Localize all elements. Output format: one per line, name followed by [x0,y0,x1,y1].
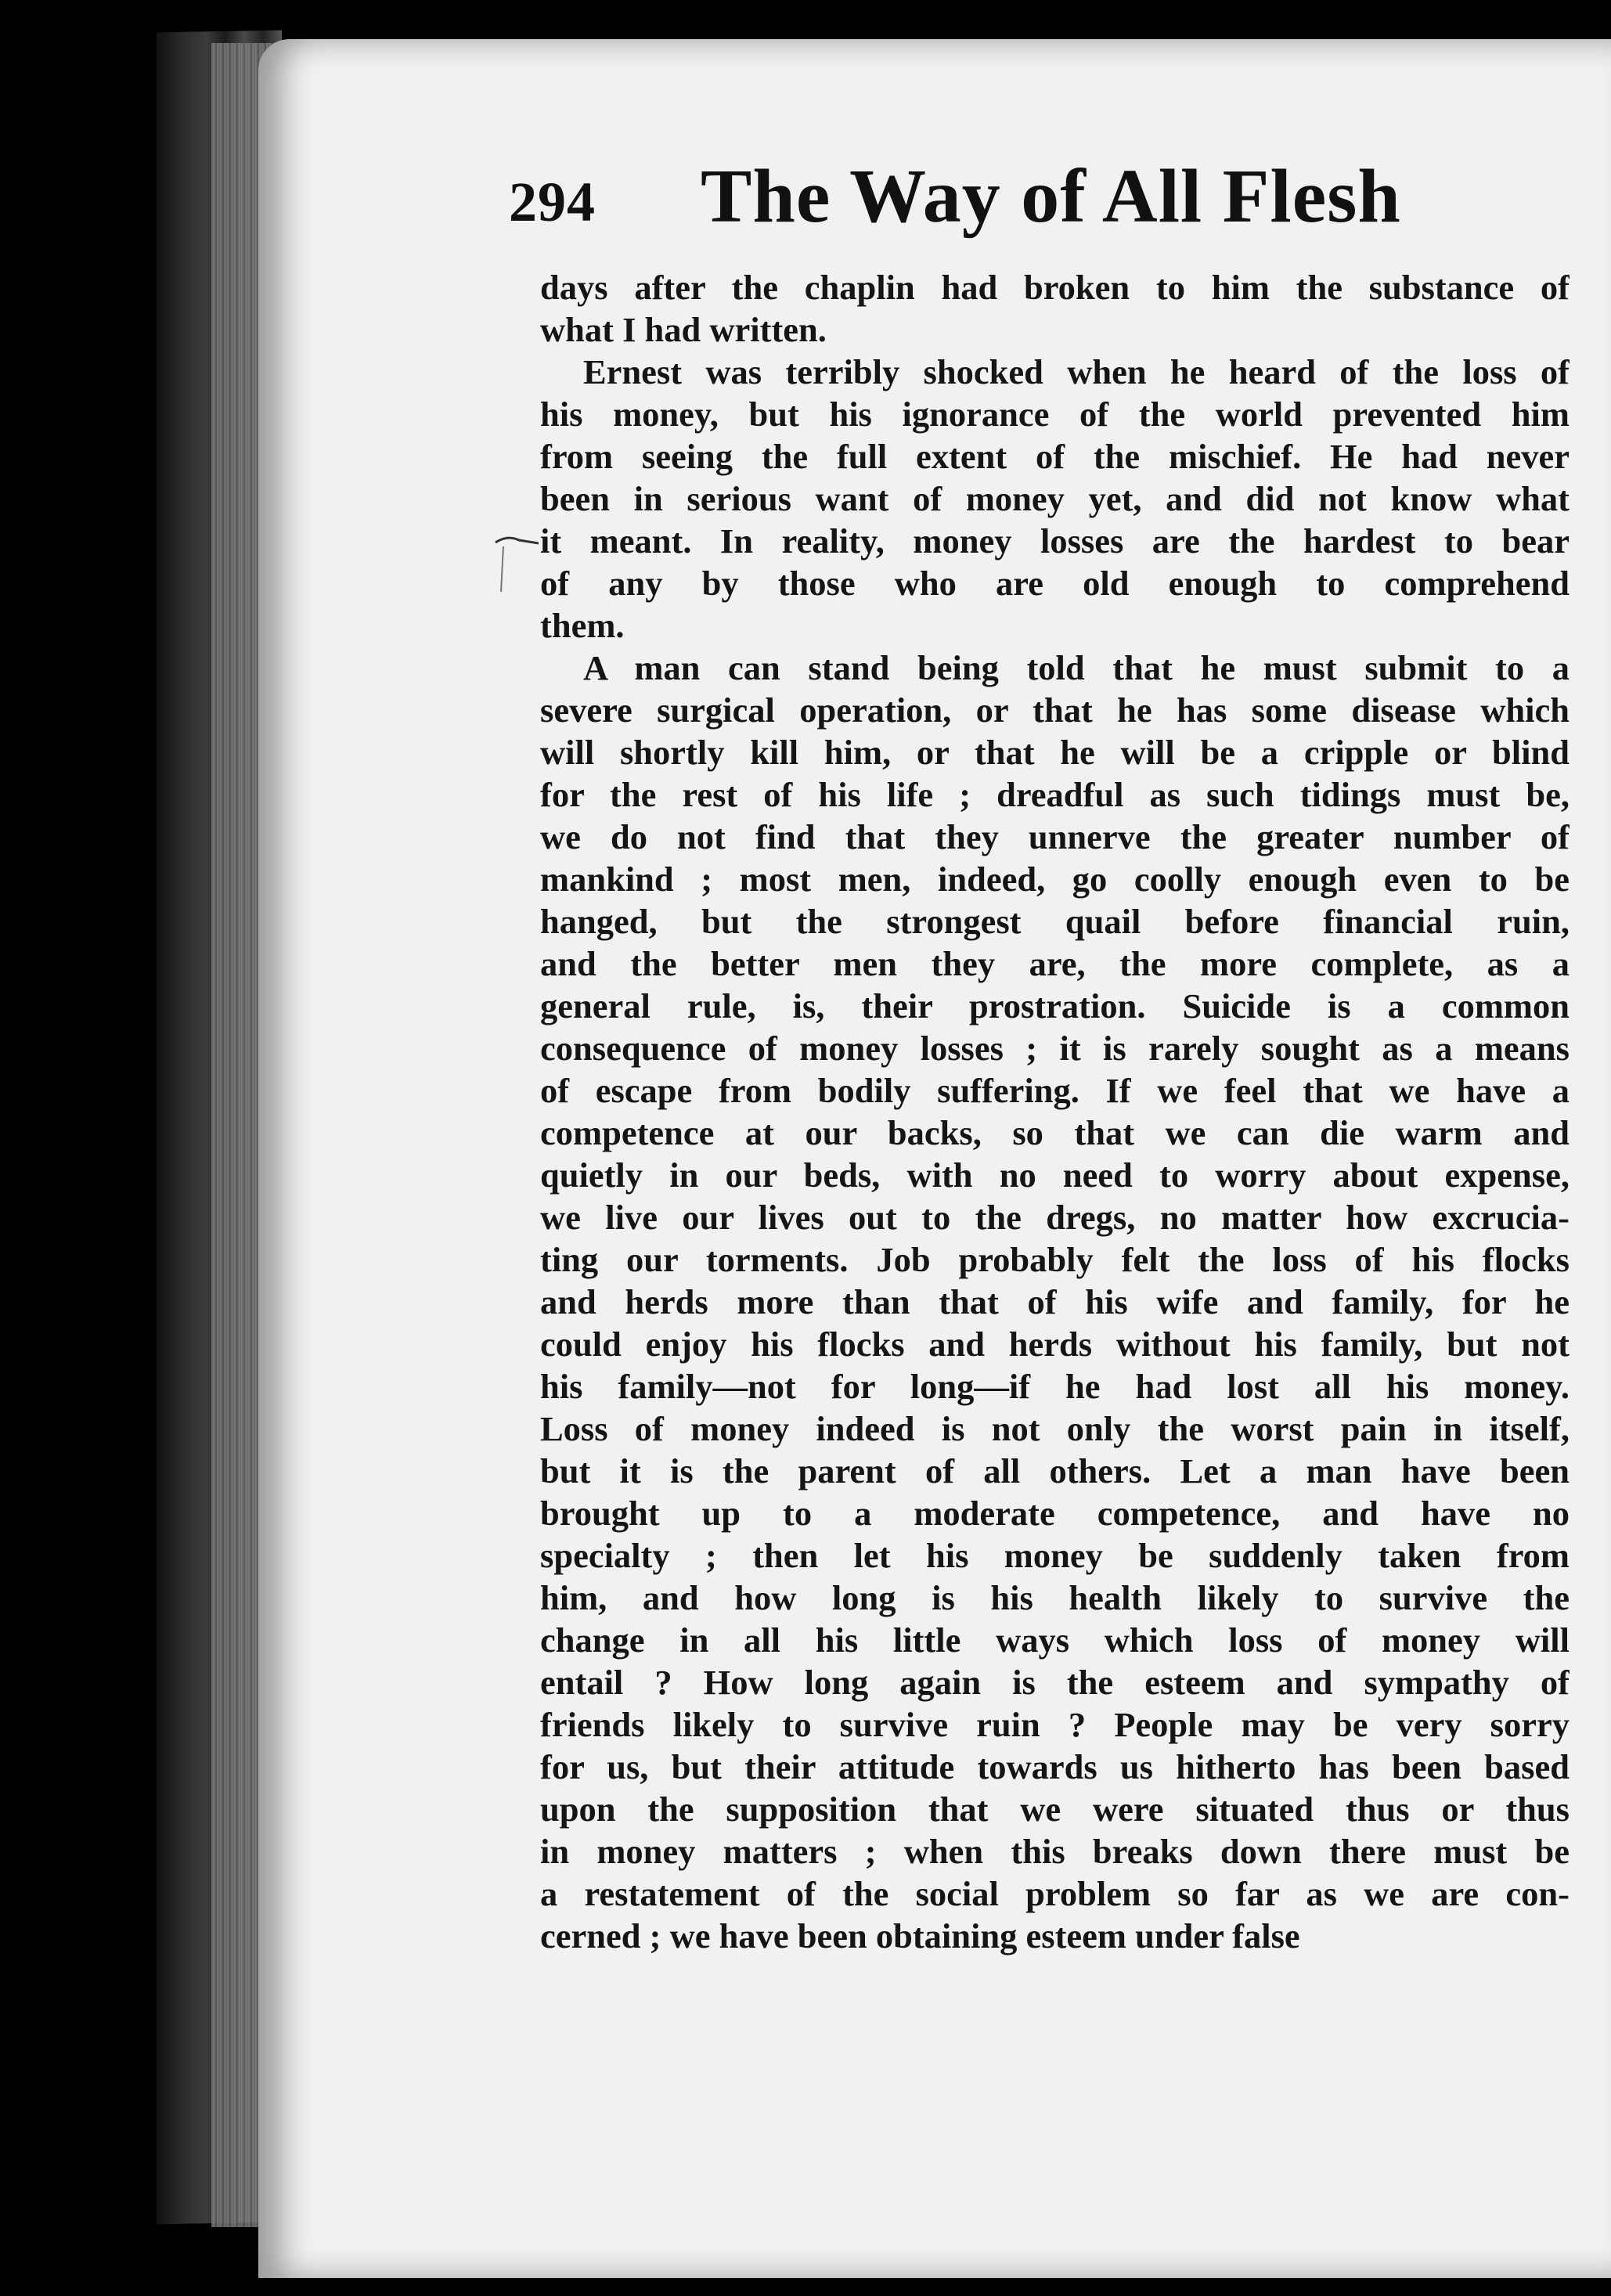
text-line: and herds more than that of his wife and family, for he [540,1282,1570,1321]
text-line: in money matters ; when this breaks down there must be [540,1832,1570,1871]
text-line: from seeing the full extent of the mischief. He had never [540,437,1570,476]
text-line: for the rest of his life ; dreadful as such tidings must be, [540,775,1570,814]
text-line: him, and how long is his health likely to survive the [540,1578,1570,1617]
text-line: and the better men they are, the more complete, as a [540,944,1570,983]
text-line: cerned ; we have been obtaining esteem under false [540,1916,1300,1955]
text-line: general rule, is, their prostration. Suicide is a common [540,986,1570,1025]
text-line: upon the supposition that we were situated thus or thus [540,1790,1570,1829]
text-line: Ernest was terribly shocked when he heard of the loss of [583,352,1570,391]
text-line: hanged, but the strongest quail before financial ruin, [540,902,1570,941]
text-line: we live our lives out to the dregs, no matter how excrucia- [540,1198,1570,1237]
running-title: The Way of All Flesh [701,154,1401,239]
text-line: a restatement of the social problem so far as we are con- [540,1874,1570,1913]
text-line: of any by those who are old enough to comprehend [540,564,1570,603]
text-line: of escape from bodily suffering. If we feel that we have a [540,1071,1570,1110]
text-line: quietly in our beds, with no need to worry about expense, [540,1155,1570,1195]
text-line: could enjoy his flocks and herds without his family, but not [540,1325,1570,1364]
pencil-margin-mark [492,531,546,593]
text-line: will shortly kill him, or that he will be a cripple or blind [540,733,1570,772]
page-number: 294 [509,171,596,233]
text-line: his family—not for long—if he had lost all his money. [540,1367,1570,1406]
text-line: what I had written. [540,310,827,349]
text-line: but it is the parent of all others. Let a man have been [540,1451,1570,1490]
text-line: specialty ; then let his money be suddenly taken from [540,1536,1570,1575]
text-line: Loss of money indeed is not only the worst pain in itself, [540,1409,1570,1448]
text-line: entail ? How long again is the esteem and sympathy of [540,1663,1570,1702]
text-line: change in all his little ways which loss of money will [540,1620,1570,1660]
text-line: A man can stand being told that he must submit to a [583,648,1570,687]
text-line: days after the chaplin had broken to him the substance of [540,268,1570,307]
text-line: been in serious want of money yet, and did not know what [540,479,1570,518]
paragraph [540,351,1570,647]
paragraph [540,266,1570,351]
text-line: severe surgical operation, or that he has some disease which [540,690,1570,730]
text-line: them. [540,606,625,645]
text-line: for us, but their attitude towards us hitherto has been based [540,1747,1570,1786]
text-line: ting our torments. Job probably felt the loss of his flocks [540,1240,1570,1279]
text-line: consequence of money losses ; it is rarely sought as a means [540,1029,1570,1068]
paragraph [540,647,1570,1957]
text-line: friends likely to survive ruin ? People may be very sorry [540,1705,1570,1744]
text-line: competence at our backs, so that we can die warm and [540,1113,1570,1152]
text-line: we do not find that they unnerve the greater number of [540,817,1570,856]
text-line: it meant. In reality, money losses are the hardest to bear [540,521,1570,560]
text-line: mankind ; most men, indeed, go coolly enough even to be [540,860,1570,899]
text-line: brought up to a moderate competence, and have no [540,1494,1570,1533]
body-text [540,266,1570,1957]
page-header [509,153,1558,247]
text-line: his money, but his ignorance of the world prevented him [540,395,1570,434]
